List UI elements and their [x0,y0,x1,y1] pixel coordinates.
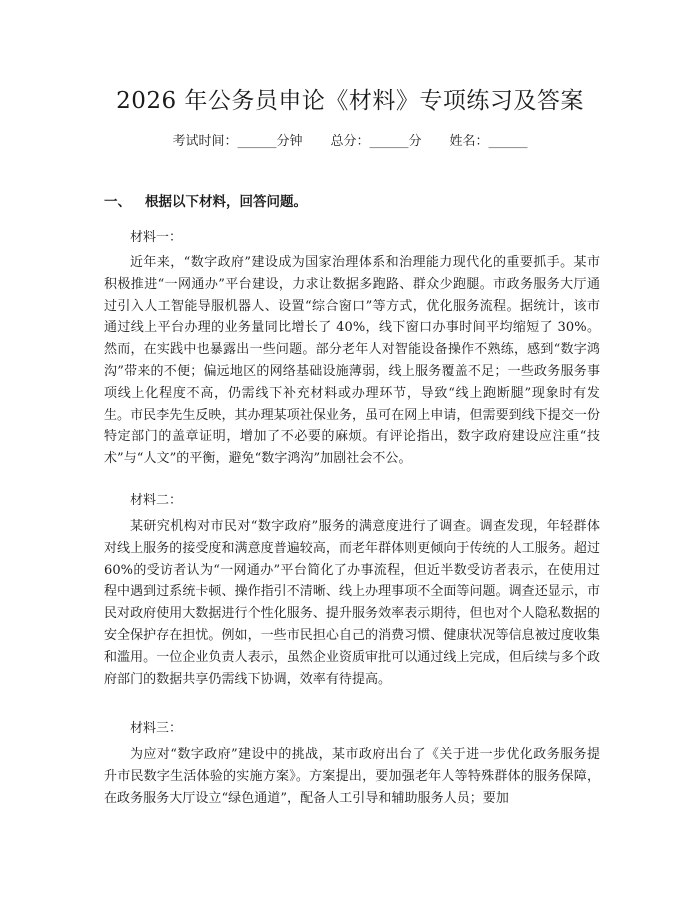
exam-time-field: 考试时间：______分钟 [172,134,303,149]
material-3-text: 为应对“数字政府”建设中的挑战，某市政府出台了《关于进一步优化政务服务提升市民数字生活体验的实施方案》。方案提出，要加强老年人等特殊群体的服务保障，在政务服务大厅设立“绿色通道”，配备人工引导和辅助服务人员；要加 [104,747,600,806]
document-title: 2026 年公务员申论《材料》专项练习及答案 [116,88,584,114]
exam-meta-line [0,130,700,149]
material-1-text: 近年来，“数字政府”建设成为国家治理体系和治理能力现代化的重要抓手。某市积极推进“一网通办”平台建设，力求让数据多跑路、群众少跑腿。市政务服务大厅通过引入人工智能导服机器人、设置“综合窗口”等方式，优化服务流程。据统计，该市通过线上平台办理的业务量同比增长了 40%，线下窗口办事时间平均缩短了 30%。然而，在实践中也暴露出一些问题。部分老年人对智能设备操作不熟练，感到“数字鸿沟”带来的不便；偏远地区的网络基础设施薄弱，线上服务覆盖不足；一些政务服务事项线上化程度不高，仍需线下补充材料或办理环节，导致“线上跑断腿”现象时有发生。市民李先生反映，其办理某项社保业务，虽可在网上申请，但需要到线下提交一份特定部门的盖章证明，增加了不必要的麻烦。有评论指出，数字政府建设应注重“技术”与“人文”的平衡，避免“数字鸿沟”加剧社会不公。 [104,255,600,467]
material-3-label: 材料三： [130,721,183,736]
section-number: 一、 [104,194,131,210]
name-field: 姓名：______ [449,134,528,149]
section-heading-text: 根据以下材料，回答问题。 [145,194,307,210]
material-2-text: 某研究机构对市民对“数字政府”服务的满意度进行了调查。调查发现，年轻群体对线上服务的接受度和满意度普遍较高，而老年群体则更倾向于传统的人工服务。超过 60%的受访者认为“一网通办”平台简化了办事流程，但近半数受访者表示，在使用过程中遇到过系统卡顿、操作指引不清晰、线上办理事项不全面等问题。调查还显示，市民对政府使用大数据进行个性化服务、提升服务效率表示期待，但也对个人隐私数据的安全保护存在担忧。例如，一些市民担心自己的消费习惯、健康状况等信息被过度收集和滥用。一位企业负责人表示，虽然企业资质审批可以通过线上完成，但后续与多个政府部门的数据共享仍需线下协调，效率有待提高。 [104,519,600,687]
material-1-label: 材料一： [130,230,183,245]
material-2-label: 材料二： [130,493,183,508]
total-score-field: 总分：______分 [330,134,422,149]
section-heading [104,190,307,210]
